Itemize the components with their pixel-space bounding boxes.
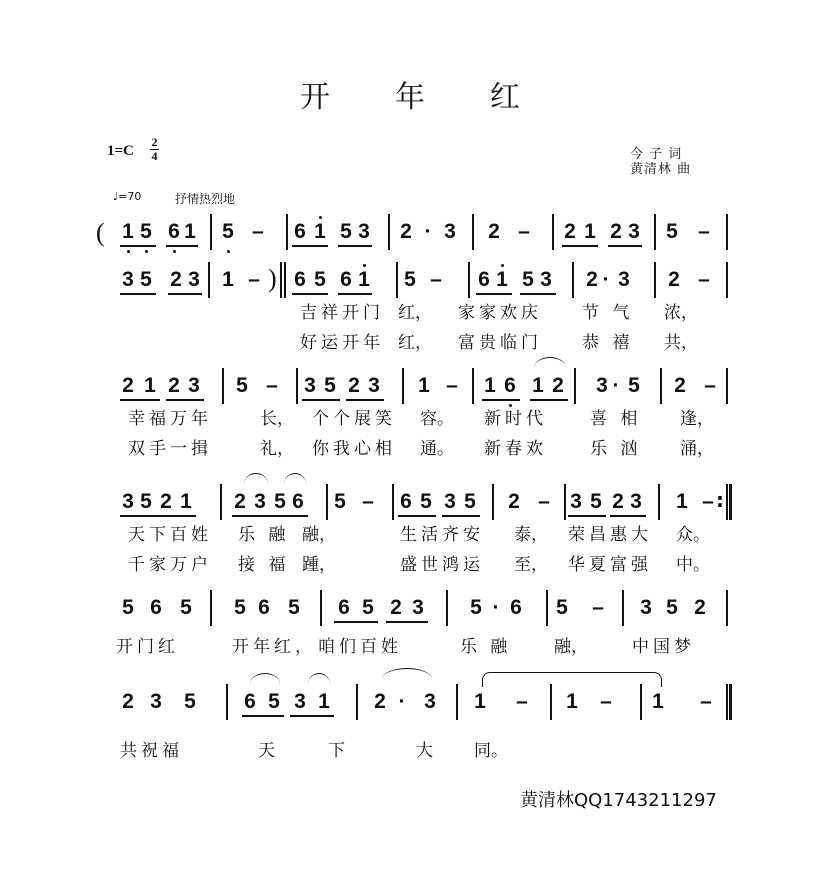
note-r4-17: 5 <box>590 490 602 513</box>
note-r3-6: 3 <box>304 374 316 397</box>
note-r3-9: 3 <box>368 374 380 397</box>
note-r3-4: 5 <box>236 374 248 397</box>
note-r3-7: 5 <box>324 374 336 397</box>
slur <box>250 673 280 684</box>
note-r1-19: 5 <box>666 220 678 243</box>
lyric-l3b-1: 礼， <box>260 439 294 459</box>
signature: 黄清林QQ1743211297 <box>520 790 717 811</box>
slur <box>284 473 306 484</box>
note-r6-14: 1 <box>652 690 664 713</box>
barline <box>726 590 728 626</box>
barline <box>658 484 660 520</box>
lyric-l3b-3: 通。 <box>420 439 454 459</box>
barline <box>622 590 624 626</box>
lyric-l4b-0: 千家万户 <box>128 555 212 575</box>
beam <box>166 399 204 401</box>
title-char: 年 <box>395 80 425 115</box>
barline <box>356 684 358 720</box>
low-octave-dot <box>127 250 130 253</box>
note-r5-17: 2 <box>694 596 706 619</box>
lyric-l4a-1: 乐 融 <box>238 525 290 545</box>
lyric-l3a-1: 长， <box>260 409 294 429</box>
lyric-l2a-0: 吉祥开门 <box>300 303 384 323</box>
barline <box>446 590 448 626</box>
lyric-l2a-1: 红， <box>398 303 432 323</box>
lyric-l5a-0: 开门红 <box>116 637 179 657</box>
lyric-l2a-4: 浓， <box>664 303 698 323</box>
note-r3-18: 5 <box>628 374 640 397</box>
note-r1-20: – <box>698 220 710 243</box>
beam <box>346 399 384 401</box>
note-r5-12: 6 <box>510 596 522 619</box>
barline <box>472 368 474 404</box>
lyric-l4a-2: 融， <box>302 525 336 545</box>
note-r5-6: 6 <box>338 596 350 619</box>
note-r6-8: · <box>398 690 406 713</box>
lyric-l4b-1: 接 福 <box>238 555 290 575</box>
note-r2-9: 1 <box>358 268 370 291</box>
note-r1-17: 2 <box>610 220 622 243</box>
note-r6-15: – <box>700 690 712 713</box>
note-r4-15: – <box>538 490 550 513</box>
lyric-l2a-2: 家家欢庆 <box>458 303 542 323</box>
note-r5-13: 5 <box>556 596 568 619</box>
note-r2-12: 6 <box>478 268 490 291</box>
barline <box>226 684 228 720</box>
key-signature: 1=C <box>107 143 134 159</box>
composer-credit: 黄清林 曲 <box>630 162 692 177</box>
lyric-l2b-1: 红， <box>398 333 432 353</box>
lyric-l5a-4: 融， <box>554 637 588 657</box>
barline <box>654 262 656 298</box>
note-r1-5: – <box>252 220 264 243</box>
beam <box>290 715 334 717</box>
note-r5-1: 6 <box>150 596 162 619</box>
note-r1-13: 2 <box>488 220 500 243</box>
note-r3-2: 2 <box>168 374 180 397</box>
note-r5-11: · <box>492 596 500 619</box>
note-r4-5: 3 <box>254 490 266 513</box>
barline <box>546 590 548 626</box>
barline <box>654 214 656 250</box>
lyric-l5a-2: 咱们百姓 <box>318 637 402 657</box>
note-r3-11: – <box>446 374 458 397</box>
barline <box>726 368 728 404</box>
high-octave-dot <box>501 264 504 267</box>
beam <box>386 621 428 623</box>
barline <box>392 484 394 520</box>
note-r6-5: 3 <box>294 690 306 713</box>
repeat-thick-bar <box>729 484 732 520</box>
note-r3-20: – <box>704 374 716 397</box>
barline <box>286 214 288 250</box>
beam <box>292 245 328 247</box>
barline <box>456 684 458 720</box>
beam <box>610 515 646 517</box>
barline <box>640 684 642 720</box>
note-r2-7: 5 <box>314 268 326 291</box>
note-r3-3: 3 <box>188 374 200 397</box>
note-r5-14: – <box>592 596 604 619</box>
note-r6-9: 3 <box>424 690 436 713</box>
lyric-l3a-4: 新时代 <box>484 409 547 429</box>
barline <box>550 684 552 720</box>
lyric-l3b-4: 新春欢 <box>484 439 547 459</box>
lyric-l5a-1: 开年红， <box>232 637 316 657</box>
barline <box>552 214 554 250</box>
barline <box>210 214 212 250</box>
note-r5-15: 3 <box>640 596 652 619</box>
lyric-l2a-3: 节 气 <box>582 303 634 323</box>
lyric-l4a-3: 生活齐安 <box>400 525 484 545</box>
lyric-l5a-5: 中国梦 <box>632 637 695 657</box>
title-char: 开 <box>300 80 330 115</box>
note-r4-1: 5 <box>140 490 152 513</box>
lyric-l5a-3: 乐 融 <box>460 637 512 657</box>
tempo-mark: ♩=70 <box>113 190 142 203</box>
final-thick-bar <box>729 684 732 720</box>
note-r2-6: 6 <box>294 268 306 291</box>
note-r6-6: 1 <box>318 690 330 713</box>
note-r2-15: 3 <box>540 268 552 291</box>
beam <box>562 245 598 247</box>
barline <box>210 590 212 626</box>
note-r4-19: 3 <box>630 490 642 513</box>
note-r2-14: 5 <box>522 268 534 291</box>
time-top: 2 <box>151 135 158 149</box>
lyric-l3b-2: 你我心相 <box>312 439 396 459</box>
lyric-l6a-1: 天 <box>258 741 275 761</box>
note-r2-13: 1 <box>496 268 508 291</box>
note-r3-0: 2 <box>122 374 134 397</box>
barline <box>472 214 474 250</box>
barline <box>396 262 398 298</box>
note-r4-2: 2 <box>160 490 172 513</box>
note-r1-6: 6 <box>294 220 306 243</box>
note-r3-19: 2 <box>674 374 686 397</box>
lyric-l6a-4: 同。 <box>474 741 508 761</box>
note-r3-10: 1 <box>418 374 430 397</box>
lyric-l6a-3: 大 <box>416 741 433 761</box>
note-r2-11: – <box>430 268 442 291</box>
note-r6-0: 2 <box>122 690 134 713</box>
beam <box>120 515 196 517</box>
note-r6-2: 5 <box>184 690 196 713</box>
high-octave-dot <box>319 216 322 219</box>
note-r5-4: 6 <box>258 596 270 619</box>
beam <box>568 515 606 517</box>
beam <box>476 293 512 295</box>
beam <box>530 399 568 401</box>
slur <box>308 673 330 684</box>
note-r3-17: · <box>612 374 620 397</box>
note-r4-10: 6 <box>400 490 412 513</box>
closing-bracket: ) <box>268 264 277 293</box>
beam <box>334 621 378 623</box>
note-r2-0: 3 <box>122 268 134 291</box>
beam <box>166 245 198 247</box>
lyric-l3b-6: 涌， <box>680 439 714 459</box>
barline <box>468 262 470 298</box>
lyric-l2b-0: 好运开年 <box>300 333 384 353</box>
note-r5-8: 2 <box>390 596 402 619</box>
barline <box>726 214 728 250</box>
barline <box>572 262 574 298</box>
lyric-l6a-2: 下 <box>328 741 345 761</box>
note-r1-10: 2 <box>400 220 412 243</box>
beam <box>120 245 156 247</box>
note-r6-10: 1 <box>474 690 486 713</box>
note-r2-4: 1 <box>222 268 234 291</box>
lyric-l3a-6: 逢， <box>680 409 714 429</box>
note-r2-1: 5 <box>140 268 152 291</box>
lyric-l2b-4: 共， <box>664 333 698 353</box>
note-r5-7: 5 <box>362 596 374 619</box>
barline <box>726 262 728 298</box>
note-r6-7: 2 <box>374 690 386 713</box>
note-r6-13: – <box>600 690 612 713</box>
lyric-l2b-2: 富贵临门 <box>458 333 542 353</box>
note-r4-0: 3 <box>122 490 134 513</box>
beam <box>338 293 372 295</box>
lyric-l2b-3: 恭 禧 <box>582 333 634 353</box>
note-r2-17: · <box>602 268 610 291</box>
note-r3-8: 2 <box>348 374 360 397</box>
double-barline <box>280 262 282 298</box>
lyric-l3b-0: 双手一揖 <box>128 439 212 459</box>
note-r1-1: 5 <box>140 220 152 243</box>
note-r4-20: 1 <box>676 490 688 513</box>
barline <box>726 684 728 720</box>
lyric-l4b-4: 至， <box>514 555 548 575</box>
note-r6-11: – <box>516 690 528 713</box>
note-r2-16: 2 <box>586 268 598 291</box>
barline <box>284 262 286 298</box>
note-r2-20: – <box>698 268 710 291</box>
note-r1-18: 3 <box>628 220 640 243</box>
barline <box>574 368 576 404</box>
note-r4-8: 5 <box>334 490 346 513</box>
lyricist-credit: 今 子 词 <box>630 147 683 162</box>
beam <box>120 399 160 401</box>
beam <box>232 515 308 517</box>
note-r1-16: 1 <box>584 220 596 243</box>
note-r3-12: 1 <box>484 374 496 397</box>
note-r2-10: 5 <box>404 268 416 291</box>
title <box>300 72 520 116</box>
note-r3-16: 3 <box>596 374 608 397</box>
barline <box>660 368 662 404</box>
slur <box>382 668 432 679</box>
barline <box>326 484 328 520</box>
barline <box>296 368 298 404</box>
high-octave-dot <box>363 264 366 267</box>
beam <box>292 293 328 295</box>
note-r4-4: 2 <box>234 490 246 513</box>
note-r4-12: 3 <box>444 490 456 513</box>
volta-bracket <box>482 672 662 687</box>
note-r2-2: 2 <box>170 268 182 291</box>
note-r3-1: 1 <box>144 374 156 397</box>
lyric-l4b-2: 踵， <box>302 555 336 575</box>
beam <box>302 399 340 401</box>
lyric-l4b-5: 华夏富强 <box>568 555 652 575</box>
note-r1-7: 1 <box>314 220 326 243</box>
repeat-colon: : <box>716 488 724 512</box>
note-r4-3: 1 <box>180 490 192 513</box>
note-r4-13: 5 <box>464 490 476 513</box>
note-r5-2: 5 <box>180 596 192 619</box>
note-r1-15: 2 <box>564 220 576 243</box>
note-r4-16: 3 <box>570 490 582 513</box>
note-r1-3: 1 <box>184 220 196 243</box>
note-r4-6: 5 <box>274 490 286 513</box>
note-r2-8: 6 <box>340 268 352 291</box>
note-r5-5: 5 <box>288 596 300 619</box>
time-bottom: 4 <box>151 149 158 163</box>
note-r3-5: – <box>266 374 278 397</box>
expression-mark: 抒情热烈地 <box>175 192 236 206</box>
note-r1-14: – <box>518 220 530 243</box>
note-r5-16: 5 <box>666 596 678 619</box>
note-r4-7: 6 <box>292 490 304 513</box>
note-r4-14: 2 <box>508 490 520 513</box>
slur <box>244 473 268 484</box>
note-r4-21: – <box>702 490 714 513</box>
barline <box>402 368 404 404</box>
note-r5-9: 3 <box>412 596 424 619</box>
low-octave-dot <box>173 250 176 253</box>
note-r3-13: 6 <box>504 374 516 397</box>
time-signature <box>150 136 159 163</box>
barline <box>222 368 224 404</box>
note-r2-18: 3 <box>618 268 630 291</box>
beam <box>168 293 202 295</box>
note-r4-9: – <box>362 490 374 513</box>
beam <box>120 293 156 295</box>
note-r1-0: 1 <box>122 220 134 243</box>
note-r3-15: 2 <box>552 374 564 397</box>
note-r1-8: 5 <box>340 220 352 243</box>
note-r2-3: 3 <box>188 268 200 291</box>
barline <box>388 214 390 250</box>
lyric-l3a-0: 幸福万年 <box>128 409 212 429</box>
lyric-l4b-3: 盛世鸿运 <box>400 555 484 575</box>
beam <box>520 293 556 295</box>
barline <box>726 484 728 520</box>
slur <box>534 357 566 368</box>
note-r4-11: 5 <box>420 490 432 513</box>
lyric-l3a-5: 喜 相 <box>590 409 642 429</box>
beam <box>608 245 642 247</box>
opening-bracket: ( <box>96 218 105 247</box>
lyric-l3a-2: 个个展笑 <box>312 409 396 429</box>
lyric-l3b-5: 乐 汹 <box>590 439 642 459</box>
note-r6-3: 6 <box>244 690 256 713</box>
note-r1-12: 3 <box>444 220 456 243</box>
low-octave-dot <box>227 250 230 253</box>
title-char: 红 <box>490 80 520 115</box>
note-r2-5: – <box>248 268 260 291</box>
note-r6-12: 1 <box>566 690 578 713</box>
lyric-l4a-4: 泰， <box>514 525 548 545</box>
beam <box>482 399 520 401</box>
note-r1-4: 5 <box>222 220 234 243</box>
note-r6-1: 3 <box>150 690 162 713</box>
lyric-l4a-5: 荣昌惠大 <box>568 525 652 545</box>
beam <box>338 245 372 247</box>
lyric-l6a-0: 共祝福 <box>120 741 183 761</box>
low-octave-dot <box>145 250 148 253</box>
lyric-l4a-0: 天下百姓 <box>128 525 212 545</box>
note-r5-10: 5 <box>470 596 482 619</box>
note-r1-11: · <box>424 220 432 243</box>
beam <box>442 515 480 517</box>
barline <box>208 262 210 298</box>
barline <box>492 484 494 520</box>
barline <box>220 484 222 520</box>
note-r6-4: 5 <box>268 690 280 713</box>
beam <box>242 715 284 717</box>
barline <box>564 484 566 520</box>
note-r3-14: 1 <box>532 374 544 397</box>
note-r5-3: 5 <box>234 596 246 619</box>
beam <box>398 515 436 517</box>
lyric-l3a-3: 容。 <box>420 409 454 429</box>
barline <box>320 590 322 626</box>
note-r1-9: 3 <box>358 220 370 243</box>
note-r1-2: 6 <box>168 220 180 243</box>
note-r2-19: 2 <box>668 268 680 291</box>
lyric-l4a-6: 众。 <box>676 525 710 545</box>
lyric-l4b-6: 中。 <box>676 555 710 575</box>
note-r4-18: 2 <box>612 490 624 513</box>
note-r5-0: 5 <box>122 596 134 619</box>
